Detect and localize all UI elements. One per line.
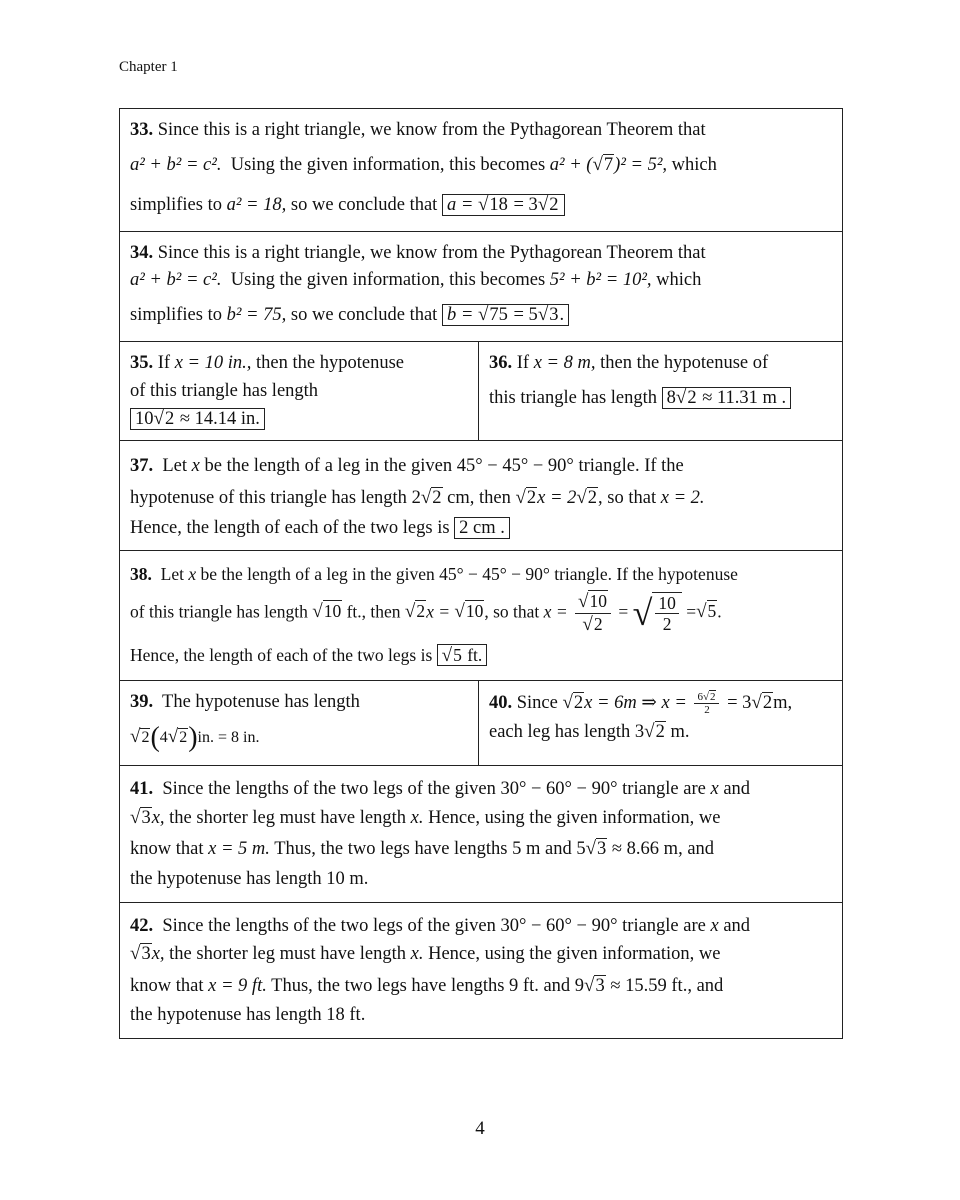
angles: 45° − 45° − 90°	[456, 456, 574, 477]
boxed-answer: a = √18 = 3√2	[442, 194, 565, 216]
problem-number: 40.	[489, 693, 513, 714]
solutions-table	[119, 108, 843, 1039]
text: simplifies to	[130, 305, 222, 326]
problem-38: 38. Let x be the length of a leg in the given 45° − 45° − 90° triangle. If the hypotenuse of this triangle has length √10 ft., then √2x = √10, so that x = $\frac{√10}{√2}$ = √ $\frac{10}{2}$ =√5. Hence, the length of each of the two legs is √5 ft.	[120, 551, 842, 681]
problem-number: 39.	[130, 692, 154, 713]
boxed-answer: 10√2 ≈ 14.14 in.	[130, 408, 265, 430]
text: so we conclude that	[290, 305, 438, 326]
text: this triangle has length	[489, 387, 658, 408]
problem-36: 36. If x = 8 m, then the hypotenuse of this triangle has length 8√2 ≈ 11.31 m .	[479, 342, 842, 440]
problem-37: 37. Let x be the length of a leg in the given 45° − 45° − 90° triangle. If the hypotenuse of this triangle has length 2√2 cm, then √2x = 2√2, so that x = 2. Hence, the length of each of the two legs is 2 cm .	[120, 441, 842, 551]
problem-number: 33.	[130, 120, 154, 140]
problem-39: 39. The hypotenuse has length √2(4√2)in. = 8 in.	[120, 681, 479, 765]
angles: 30° − 60° − 90°	[500, 778, 618, 799]
sqrt-fraction: √ $\frac{10}{2}$	[633, 592, 682, 634]
problem-number: 36.	[489, 352, 513, 373]
problem-33	[120, 109, 842, 232]
page-number: 4	[475, 1118, 485, 1139]
boxed-answer: √5 ft.	[437, 644, 488, 666]
boxed-answer: b = √75 = 5√3.	[442, 304, 569, 326]
problem-42: 42. Since the lengths of the two legs of the given 30° − 60° − 90° triangle are x and √3x, the shorter leg must have length x. Hence, using the given information, we know that x = 9 ft. Thus, the two legs have lengths 9 ft. and 9√3 ≈ 15.59 ft., and the hypotenuse has length 18 ft.	[120, 903, 842, 1040]
text: of this triangle has length	[130, 380, 319, 401]
problem-number: 41.	[130, 778, 154, 799]
problem-40: 40. Since √2x = 6m ⇒ x = $\frac{6√2}{2}$ = 3√2m, each leg has length 3√2 m.	[489, 690, 793, 742]
problem-41: 41. Since the lengths of the two legs of the given 30° − 60° − 90° triangle are x and √3x, the shorter leg must have length x. Hence, using the given information, we know that x = 5 m. Thus, the two legs have lengths 5 m and 5√3 ≈ 8.66 m, and the hypotenuse has length 10 m.	[120, 766, 842, 903]
equation: a² = 18,	[226, 194, 287, 215]
text: The hypotenuse has length	[162, 692, 360, 713]
problem-number: 38.	[130, 563, 152, 584]
equation: a² + b² = c².	[130, 154, 222, 175]
text: Since this is a right triangle, we know from the Pythagorean Theorem that	[157, 242, 706, 263]
text: Since this is a right triangle, we know from the Pythagorean Theorem that	[157, 120, 706, 140]
equation: b² = 75,	[226, 305, 287, 326]
problems-35-36	[120, 342, 842, 441]
text: Hence, the length of each of the two legs is	[130, 644, 433, 665]
problems-39-40	[120, 681, 842, 766]
text: the hypotenuse has length 18 ft.	[130, 1005, 366, 1026]
boxed-answer: 2 cm .	[454, 517, 510, 539]
equation: )² = 5²,	[614, 154, 668, 175]
fraction: $\frac{6√2}{2}$	[694, 691, 719, 717]
problem-number: 42.	[130, 915, 154, 936]
equation: 5² + b² = 10²,	[549, 270, 652, 291]
angles: 30° − 60° − 90°	[500, 915, 618, 936]
text: Using the given information, this becomes	[230, 270, 546, 291]
equation: a² + b² = c².	[130, 270, 222, 291]
problem-35: 35. If x = 10 in., then the hypotenuse of this triangle has length 10√2 ≈ 14.14 in.	[120, 342, 479, 440]
sqrt-expression: √7	[592, 153, 614, 175]
problem-number: 37.	[130, 456, 154, 477]
problem-number: 35.	[130, 352, 154, 373]
boxed-answer: 8√2 ≈ 11.31 m .	[662, 387, 792, 409]
chapter-header: Chapter 1	[119, 59, 178, 75]
problem-number: 34.	[130, 242, 154, 263]
text: Hence, the length of each of the two legs is	[130, 518, 450, 539]
text: which	[671, 154, 717, 175]
problem-34	[120, 232, 842, 342]
text: which	[656, 270, 702, 291]
angles: 45° − 45° − 90°	[439, 563, 550, 584]
text: simplifies to	[130, 194, 222, 215]
text: the hypotenuse has length 10 m.	[130, 868, 369, 889]
equation: a² + (	[549, 154, 593, 175]
text: Using the given information, this becomes	[230, 154, 546, 175]
fraction: $\frac{√10}{√2}$	[575, 591, 611, 636]
text: so we conclude that	[290, 194, 438, 215]
